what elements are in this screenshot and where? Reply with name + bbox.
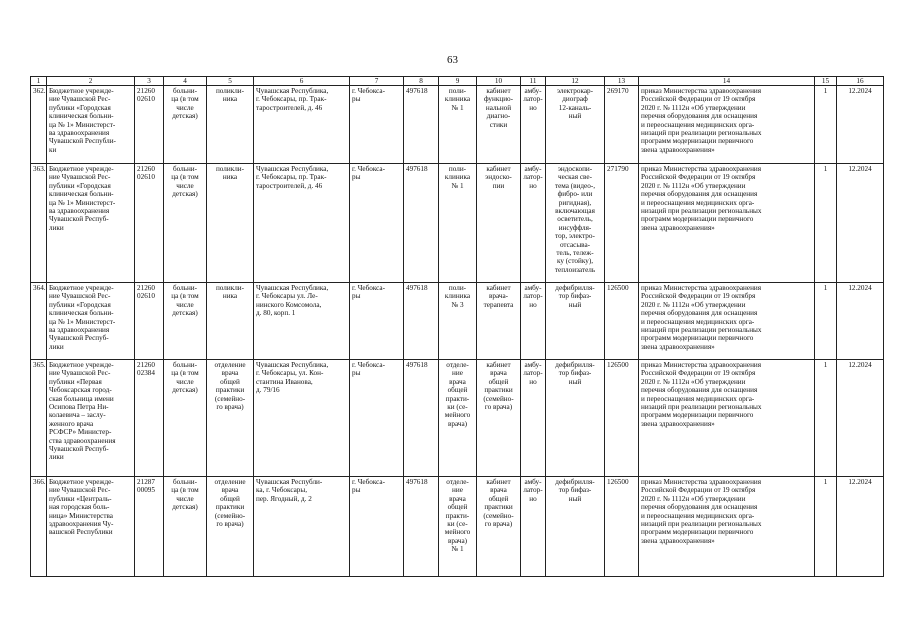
settlement-cell: г. Чебокса- ры <box>350 283 404 360</box>
legal-basis-cell: приказ Министерства здравоохранения Российской Федерации от 19 октября 2020 г. № 1112н «Об утверждении перечня оборудования для оснащения и переоснащения медицинских орга- низаций при реализации региональных программ модернизации первичного звена здравоохранения» <box>639 283 815 360</box>
column-number: 7 <box>350 77 404 86</box>
price-cell: 126500 <box>605 360 639 477</box>
price-cell: 126500 <box>605 477 639 577</box>
column-number: 14 <box>639 77 815 86</box>
column-number: 11 <box>521 77 546 86</box>
settlement-cell: г. Чебокса- ры <box>350 86 404 164</box>
settlement-code-cell: 497618 <box>404 360 439 477</box>
quantity-cell: 1 <box>815 164 837 283</box>
column-number: 5 <box>207 77 254 86</box>
organization-name-cell: Бюджетное учрежде- ние Чувашской Рес- публики «Городская клиническая больни- ца № 1» Министерст- ва здравоохранения Чувашской Респуб- лики <box>47 283 135 360</box>
equipment-table <box>30 76 884 577</box>
structural-unit-cell: отделение врача общей практики (семейно- го врача) <box>207 477 254 577</box>
table-row <box>31 477 884 577</box>
settlement-code-cell: 497618 <box>404 283 439 360</box>
room-name-cell: кабинет врача общей практики (семейно- го врача) <box>477 477 521 577</box>
equipment-name-cell: эндоскопи- ческая све- тема (видео-, фибро- или ригидная), включающая осветитель, инсуффля- тор, электро- отсасыва- тель, тележ- ку (стойку), теплоизатель <box>546 164 605 283</box>
column-number: 1 <box>31 77 47 86</box>
table-row <box>31 86 884 164</box>
settlement-cell: г. Чебокса- ры <box>350 164 404 283</box>
structural-unit-cell: поликли- ника <box>207 86 254 164</box>
quantity-cell: 1 <box>815 86 837 164</box>
institution-type-cell: больни- ца (в том числе детская) <box>164 360 207 477</box>
structural-unit-cell: отделение врача общей практики (семейно- го врача) <box>207 360 254 477</box>
institution-type-cell: больни- ца (в том числе детская) <box>164 283 207 360</box>
institution-type-cell: больни- ца (в том числе детская) <box>164 86 207 164</box>
delivery-date-cell: 12.2024 <box>837 477 884 577</box>
settlement-code-cell: 497618 <box>404 477 439 577</box>
room-name-cell: кабинет врача- терапевта <box>477 283 521 360</box>
organization-code-cell: 21260 02384 <box>135 360 164 477</box>
column-number: 9 <box>439 77 477 86</box>
settlement-cell: г. Чебокса- ры <box>350 360 404 477</box>
organization-code-cell: 21260 02610 <box>135 164 164 283</box>
row-number-cell: 362. <box>31 86 47 164</box>
settlement-code-cell: 497618 <box>404 164 439 283</box>
row-number-cell: 363. <box>31 164 47 283</box>
legal-basis-cell: приказ Министерства здравоохранения Российской Федерации от 19 октября 2020 г. № 1112н «Об утверждении перечня оборудования для оснащения и переоснащения медицинских орга- низаций при реализации региональных программ модернизации первичного звена здравоохранения» <box>639 360 815 477</box>
column-number: 16 <box>837 77 884 86</box>
equipment-name-cell: дефибрилля- тор бифаз- ный <box>546 283 605 360</box>
price-cell: 271790 <box>605 164 639 283</box>
legal-basis-cell: приказ Министерства здравоохранения Российской Федерации от 19 октября 2020 г. № 1112н «Об утверждении перечня оборудования для оснащения и переоснащения медицинских орга- низаций при реализации региональных программ модернизации первичного звена здравоохранения» <box>639 86 815 164</box>
table-row <box>31 283 884 360</box>
department-cell: поли- клиника № 3 <box>439 283 477 360</box>
room-name-cell: кабинет врача общей практики (семейно- го врача) <box>477 360 521 477</box>
column-number-row <box>31 77 884 86</box>
column-number: 2 <box>47 77 135 86</box>
column-number: 12 <box>546 77 605 86</box>
row-number-cell: 366. <box>31 477 47 577</box>
price-cell: 126500 <box>605 283 639 360</box>
department-cell: поли- клиника № 1 <box>439 86 477 164</box>
address-cell: Чувашская Республика, г. Чебоксары ул. Ле- нинского Комсомола, д. 80, корп. 1 <box>254 283 350 360</box>
care-condition-cell: амбу- латор- но <box>521 477 546 577</box>
department-cell: отделе- ние врача общей практи- ки (се- мейного врача) № 1 <box>439 477 477 577</box>
table-row <box>31 360 884 477</box>
quantity-cell: 1 <box>815 477 837 577</box>
department-cell: поли- клиника № 1 <box>439 164 477 283</box>
column-number: 4 <box>164 77 207 86</box>
price-cell: 269170 <box>605 86 639 164</box>
address-cell: Чувашская Республика, г. Чебоксары, пр. Трак- таростроителей, д. 46 <box>254 86 350 164</box>
address-cell: Чувашская Республи- ка, г. Чебоксары, пер. Ягодный, д. 2 <box>254 477 350 577</box>
equipment-name-cell: электрокар- диограф 12-каналь- ный <box>546 86 605 164</box>
quantity-cell: 1 <box>815 360 837 477</box>
care-condition-cell: амбу- латор- но <box>521 283 546 360</box>
column-number: 13 <box>605 77 639 86</box>
column-number: 15 <box>815 77 837 86</box>
organization-code-cell: 21260 02610 <box>135 283 164 360</box>
organization-code-cell: 21260 02610 <box>135 86 164 164</box>
row-number-cell: 365. <box>31 360 47 477</box>
organization-name-cell: Бюджетное учрежде- ние Чувашской Рес- публики «Централь- ная городская боль- ница» Министерства здравоохранения Чу- вашской Республики <box>47 477 135 577</box>
care-condition-cell: амбу- латор- но <box>521 360 546 477</box>
delivery-date-cell: 12.2024 <box>837 283 884 360</box>
settlement-code-cell: 497618 <box>404 86 439 164</box>
settlement-cell: г. Чебокса- ры <box>350 477 404 577</box>
delivery-date-cell: 12.2024 <box>837 360 884 477</box>
care-condition-cell: амбу- латор- но <box>521 86 546 164</box>
row-number-cell: 364. <box>31 283 47 360</box>
institution-type-cell: больни- ца (в том числе детская) <box>164 164 207 283</box>
room-name-cell: кабинет функцио- нальной диагно- стики <box>477 86 521 164</box>
equipment-name-cell: дефибрилля- тор бифаз- ный <box>546 360 605 477</box>
column-number: 3 <box>135 77 164 86</box>
legal-basis-cell: приказ Министерства здравоохранения Российской Федерации от 19 октября 2020 г. № 1112н «Об утверждении перечня оборудования для оснащения и переоснащения медицинских орга- низаций при реализации региональных программ модернизации первичного звена здравоохранения» <box>639 164 815 283</box>
address-cell: Чувашская Республика, г. Чебоксары, ул. Кон- стантина Иванова, д. 79/16 <box>254 360 350 477</box>
equipment-name-cell: дефибрилля- тор бифаз- ный <box>546 477 605 577</box>
table-row <box>31 164 884 283</box>
page-number: 63 <box>447 54 458 66</box>
quantity-cell: 1 <box>815 283 837 360</box>
organization-code-cell: 21287 00095 <box>135 477 164 577</box>
organization-name-cell: Бюджетное учрежде- ние Чувашской Рес- публики «Первая Чебоксарская город- ская больница имени Осипова Петра Ни- колаевича – заслу- женного врача РСФСР» Министер- ства здравоохранения Чувашской Респуб- лики <box>47 360 135 477</box>
column-number: 8 <box>404 77 439 86</box>
department-cell: отделе- ние врача общей практи- ки (се- мейного врача) <box>439 360 477 477</box>
delivery-date-cell: 12.2024 <box>837 164 884 283</box>
structural-unit-cell: поликли- ника <box>207 283 254 360</box>
structural-unit-cell: поликли- ника <box>207 164 254 283</box>
delivery-date-cell: 12.2024 <box>837 86 884 164</box>
legal-basis-cell: приказ Министерства здравоохранения Российской Федерации от 19 октября 2020 г. № 1112н «Об утверждении перечня оборудования для оснащения и переоснащения медицинских орга- низаций при реализации региональных программ модернизации первичного звена здравоохранения» <box>639 477 815 577</box>
organization-name-cell: Бюджетное учрежде- ние Чувашской Рес- публики «Городская клиническая больни- ца № 1» Министерст- ва здравоохранения Чувашской Респуб- лики <box>47 164 135 283</box>
room-name-cell: кабинет эндоско- пии <box>477 164 521 283</box>
column-number: 10 <box>477 77 521 86</box>
care-condition-cell: амбу- латор- но <box>521 164 546 283</box>
address-cell: Чувашская Республика, г. Чебоксары, пр. Трак- таростроителей, д. 46 <box>254 164 350 283</box>
column-number: 6 <box>254 77 350 86</box>
institution-type-cell: больни- ца (в том числе детская) <box>164 477 207 577</box>
organization-name-cell: Бюджетное учрежде- ние Чувашской Рес- публики «Городская клиническая больни- ца № 1» Министерст- ва здравоохранения Чувашской Республи- ки <box>47 86 135 164</box>
